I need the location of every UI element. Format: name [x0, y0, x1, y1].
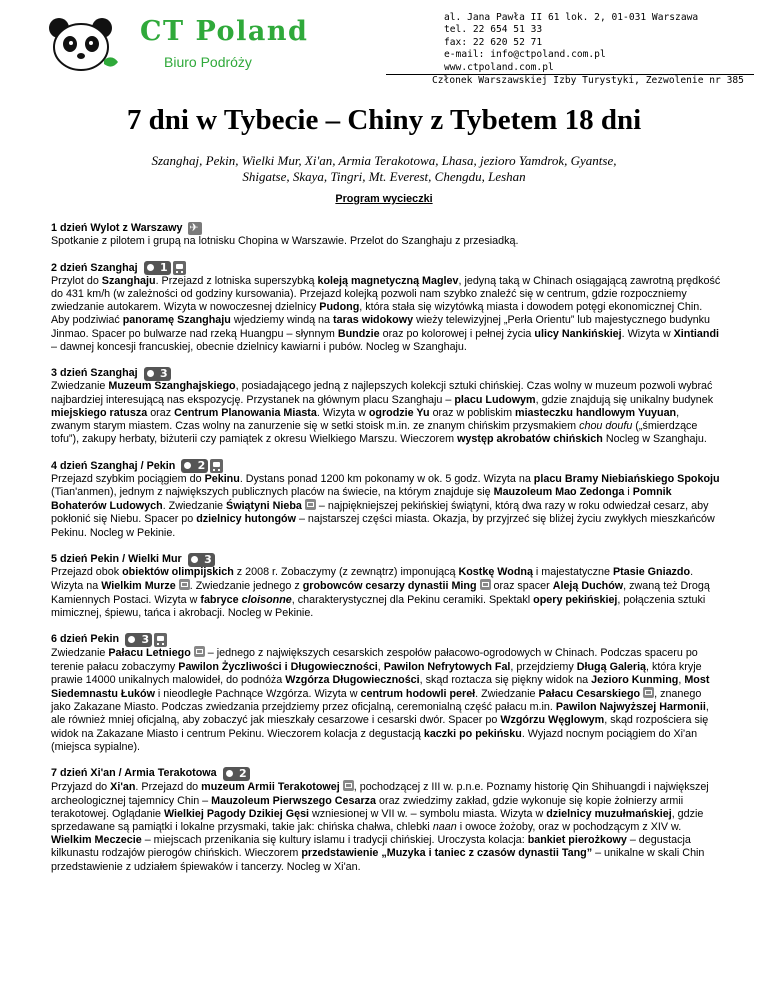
day-icons: [125, 633, 167, 647]
phone-line: tel. 22 654 51 33: [444, 24, 543, 36]
day-title: 3 dzień Szanghaj: [51, 367, 138, 380]
day-heading: [51, 367, 721, 380]
fax-line: fax: 22 620 52 71: [444, 36, 543, 48]
train-icon: [154, 633, 167, 647]
company-logo: [44, 14, 404, 74]
unesco-icon: [179, 579, 190, 590]
itinerary-day: [51, 633, 721, 754]
day-heading: [51, 222, 721, 235]
day-title: 1 dzień Wylot z Warszawy: [51, 222, 183, 234]
itinerary-day: [51, 367, 721, 446]
day-description: Przylot do Szanghaju. Przejazd z lotniska superszybką koleją magnetyczną Maglev, jedyną taką w Chinach osiągającą zawrotną prędkość do 431 km/h (w zależności od godziny kursowania). Przejazd kolejką pozwoli nam szybko znaleźć się w centrum, gdzie rozpoczniemy zwiedzanie autokarem. Wizyta w nowoczesnej dzielnicy Pudong, która stała się wizytówką miasta i dowodem potęgi ekonomicznej Chin. Aby podziwiać panoramę Szanghaju wjedziemy windą na taras widokowy wieży telewizyjnej „Perła Orientu” lub majestycznego budynku Jinmao. Spacer po bulwarze nad rzeką Huangpu – słynnym Bundzie oraz po kolorowej i pełnej życia ulicy Nankińskiej. Wizyta w Xintiandi – dawnej koncesji francuskiej, obecnie dzielnicy kawiarni i pubów. Nocleg w Szanghaju.: [51, 274, 721, 353]
day-title: 5 dzień Pekin / Wielki Mur: [51, 552, 182, 565]
train-icon: [210, 459, 223, 473]
itinerary-day: [51, 460, 721, 540]
unesco-icon: [305, 499, 316, 510]
unesco-icon: [480, 579, 491, 590]
document-title: 7 dni w Tybecie – Chiny z Tybetem 18 dni: [126, 104, 642, 136]
day-icons: [144, 367, 171, 381]
meals-icon: 3: [125, 633, 152, 647]
itinerary-day: [51, 553, 721, 620]
day-icons: [188, 222, 202, 235]
program-label: Program wycieczki: [335, 193, 433, 205]
route-line-2: Shigatse, Skaya, Tingri, Mt. Everest, Chengdu, Leshan: [242, 169, 526, 184]
day-description: Przejazd obok obiektów olimpijskich z 2008 r. Zobaczymy (z zewnątrz) imponującą Kostkę Wodną i majestatyczne Ptasie Gniazdo. Wizyta na Wielkim Murze . Zwiedzanie jednego z grobowców cesarzy dynastii Ming oraz spacer Aleją Duchów, zwaną też Drogą Kamiennych Postaci. Wizyta w fabryce cloisonne, charakterystycznej dla Pekinu ceramiki. Spektakl opery pekińskiej, połączenia sztuki mimicznej, śpiewu, tańca i akrobacji. Nocleg w Pekinie.: [51, 566, 710, 619]
route-subtitle: [0, 153, 768, 185]
email-line[interactable]: e-mail: info@ctpoland.com.pl: [444, 49, 606, 61]
brand-name: CT Poland: [140, 16, 309, 47]
day-description: Przyjazd do Xi'an. Przejazd do muzeum Armii Terakotowej , pochodzącej z III w. p.n.e. Poznamy historię Qin Shihuangdi i największej archeologicznej tajemnicy Chin – Mauzoleum Pierwszego Cesarza oraz zwiedzimy zakład, gdzie wykonuje się kopie żołnierzy armii terakotowej. Oglądanie Wielkiej Pagody Dzikiej Gęsi wzniesionej w VII w. – symbolu miasta. Wizyta w dzielnicy muzułmańskiej, gdzie sprzedawane są pamiątki i lokalne przysmaki, takie jak: chińska chałwa, chlebki naan i owoce żożoby, oraz w pochodzącym z XIV w. Wielkim Meczecie – miejscach przenikania się kultury islamu i tradycji chińskiej. Uroczysta kolacja: bankiet pierożkowy – degustacja kilkunastu rodzajów pierogów chińskich. Wieczorem przedstawienie „Muzyka i taniec z czasów dynastii Tang” – unikalne w skali Chin przedstawienie z udziałem śpiewaków i tancerzy. Nocleg w Xi'an.: [51, 781, 709, 873]
meals-icon: 1: [144, 261, 171, 275]
itinerary-day: [51, 767, 721, 874]
program-heading: [0, 193, 768, 205]
meals-icon: 3: [188, 553, 215, 567]
day-icons: [188, 553, 215, 567]
brand-subtitle: Biuro Podróży: [164, 54, 252, 70]
day-description: Spotkanie z pilotem i grupą na lotnisku Chopina w Warszawie. Przelot do Szanghaju z przesiadką.: [51, 235, 519, 248]
day-icons: [144, 261, 186, 275]
day-heading: [51, 553, 721, 566]
day-heading: [51, 460, 721, 473]
meals-icon: 3: [144, 367, 171, 381]
plane-icon: [188, 222, 202, 235]
unesco-icon: [343, 780, 354, 791]
unesco-icon: [643, 687, 654, 698]
route-line-1: Szanghaj, Pekin, Wielki Mur, Xi'an, Armia Terakotowa, Lhasa, jezioro Yamdrok, Gyantse,: [151, 153, 617, 168]
itinerary-day: [51, 222, 721, 248]
panda-logo-icon: [44, 16, 120, 72]
membership-line: Członek Warszawskiej Izby Turystyki, Zezwolenie nr 385: [432, 75, 744, 87]
day-icons: [223, 767, 250, 781]
day-title: 2 dzień Szanghaj: [51, 261, 138, 274]
address-line: al. Jana Pawła II 61 lok. 2, 01-031 Warszawa: [444, 12, 699, 23]
day-description: Przejazd szybkim pociągiem do Pekinu. Dystans ponad 1200 km pokonamy w ok. 5 godz. Wizyta na placu Bramy Niebiańskiego Spokoju (Tian'anmen), jednym z największych publicznych placów na świecie, na którym znajduje się Mauzoleum Mao Zedonga i Pomnik Bohaterów Ludowych. Zwiedzanie Świątyni Nieba – najpiękniejszej pekińskiej świątyni, którą dwa razy w roku odwiedzał cesarz, aby pokłonić się Niebu. Spacer po dzielnicy hutongów – najstarszej części miasta. Okazja, by przyjrzeć się bliżej życiu zwykłych mieszkańców Pekinu. Nocleg w Pekinie.: [51, 472, 720, 539]
contact-block: [386, 12, 754, 87]
website-line[interactable]: www.ctpoland.com.pl: [386, 62, 754, 75]
itinerary: [51, 222, 721, 887]
day-title: 7 dzień Xi'an / Armia Terakotowa: [51, 767, 217, 780]
train-icon: [173, 261, 186, 275]
day-icons: [181, 459, 223, 473]
day-title: 6 dzień Pekin: [51, 633, 120, 646]
day-description: Zwiedzanie Muzeum Szanghajskiego, posiadającego jedną z najlepszych kolekcji sztuki chińskiej. Czas wolny w muzeum pozwoli wybrać najbardziej interesującą nas ekspozycję. Przystanek na głównym placu Szanghaju – placu Ludowym, gdzie znajdują się unikalny budynek miejskiego ratusza oraz Centrum Planowania Miasta. Wizyta w ogrodzie Yu oraz w pobliskim miasteczku handlowym Yuyuan, zwanym starym miastem. Czas wolny na zanurzenie się w setki stoisk m.in. ze znanym chińskim przysmakiem chou doufu („śmierdzące tofu”), zakupy herbaty, biżuterii czy pamiątek z okresu Wielkiego Marszu. Wieczorem występ akrobatów chińskich Nocleg w Szanghaju.: [51, 380, 714, 446]
unesco-icon: [194, 646, 205, 657]
day-title: 4 dzień Szanghaj / Pekin: [51, 459, 176, 472]
meals-icon: 2: [181, 459, 208, 473]
day-description: Zwiedzanie Pałacu Letniego – jednego z największych cesarskich zespołów pałacowo-ogrodowych w Chinach. Podczas spaceru po terenie pałacu zobaczymy Pawilon Życzliwości i Długowieczności, Pawilon Nefrytowych Fal, przejdziemy Długą Galerią, która kryje prawie 14000 unikalnych malowideł, do podnóża Wzgórza Długowieczności, skąd roztacza się piękny widok na Jezioro Kunming, Most Siedemnastu Łuków i nieodległe Pachnące Wzgórza. Wizyta w centrum hodowli pereł. Zwiedzanie Pałacu Cesarskiego , znanego jako Zakazane Miasto. Podczas zwiedzania przejdziemy przez oficjalną, ceremonialną część pałacu m.in. Pawilon Najwyższej Harmonii, ale również mniej oficjalną, aby zobaczyć jak mieszkały cesarzowe i cesarski dwór. Spacer po Wzgórzu Węglowym, skąd rozpościera się widok na Zakazane Miasto i centrum Pekinu. Wieczorem kolacja z degustacją kaczki po pekińsku. Wyjazd nocnym pociągiem do Xi'an (miejsca sypialne).: [51, 647, 710, 753]
day-heading: [51, 633, 721, 646]
itinerary-day: [51, 262, 721, 354]
day-heading: [51, 262, 721, 275]
meals-icon: 2: [223, 767, 250, 781]
day-heading: [51, 767, 721, 780]
